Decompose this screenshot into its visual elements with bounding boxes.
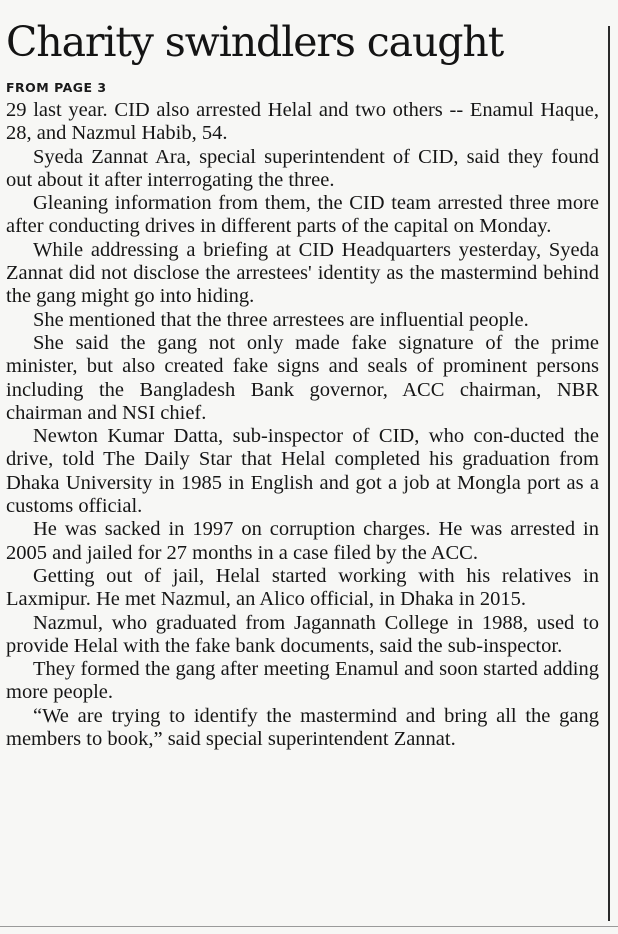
article-body	[6, 99, 599, 751]
bottom-rule	[0, 926, 618, 927]
paragraph: Nazmul, who graduated from Jagannath College in 1988, used to provide Helal with the fake bank documents, said the sub-inspector.	[6, 611, 599, 657]
headline: Charity swindlers caught	[6, 18, 504, 66]
paragraph: Gleaning information from them, the CID team arrested three more after conducting drives in different parts of the capital on Monday.	[6, 192, 599, 238]
paragraph: While addressing a briefing at CID Headquarters yesterday, Syeda Zannat did not disclose the arrestees' identity as the mastermind behind the gang might go into hiding.	[6, 238, 599, 308]
paragraph: She said the gang not only made fake signature of the prime minister, but also created fake signs and seals of prominent persons including the Bangladesh Bank governor, ACC chairman, NBR chairman and NSI chief.	[6, 331, 599, 424]
paragraph: He was sacked in 1997 on corruption charges. He was arrested in 2005 and jailed for 27 months in a case filed by the ACC.	[6, 518, 599, 564]
jump-line: FROM PAGE 3	[6, 80, 107, 95]
paragraph: They formed the gang after meeting Enamul and soon started adding more people.	[6, 658, 599, 704]
paragraph: Syeda Zannat Ara, special superintendent of CID, said they found out about it after interrogating the three.	[6, 145, 599, 191]
paragraph: She mentioned that the three arrestees are influential people.	[33, 308, 529, 331]
paragraph: 29 last year. CID also arrested Helal and two others -- Enamul Haque, 28, and Nazmul Habib, 54.	[6, 99, 599, 145]
paragraph: “We are trying to identify the mastermind and bring all the gang members to book,” said special superintendent Zannat.	[6, 704, 599, 751]
paragraph: Getting out of jail, Helal started working with his relatives in Laxmipur. He met Nazmul, an Alico official, in Dhaka in 2015.	[6, 564, 599, 611]
paragraph: Newton Kumar Datta, sub-inspector of CID, who con-ducted the drive, told The Daily Star that Helal completed his graduation from Dhaka University in 1985 in English and got a job at Mongla port as a customs official.	[6, 425, 599, 518]
column-rule	[608, 26, 610, 921]
